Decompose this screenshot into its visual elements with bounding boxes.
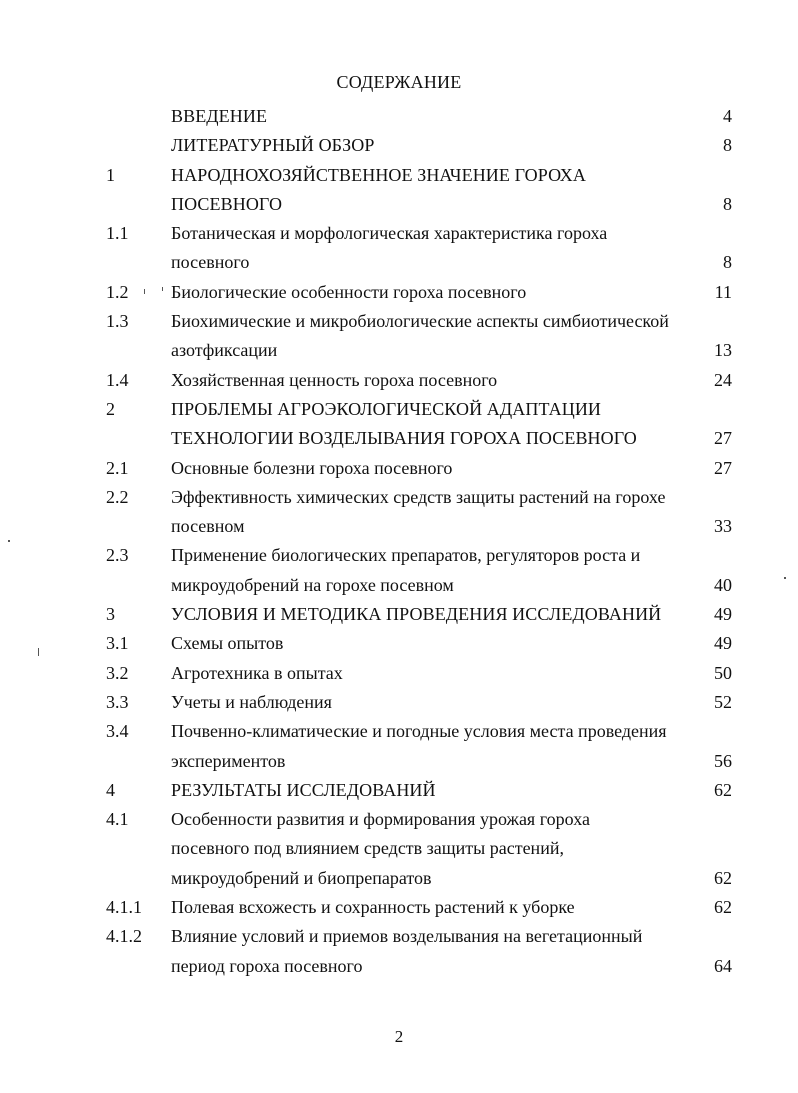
toc-line [0,219,798,248]
toc-entry-text: ТЕХНОЛОГИИ ВОЗДЕЛЫВАНИЯ ГОРОХА ПОСЕВНОГО [171,428,637,449]
toc-entry-page: 40 [714,574,732,595]
toc-line [0,278,798,307]
toc-entry-text: посевного под влиянием средств защиты растений, [171,838,564,859]
toc-entry-page: 8 [723,135,732,156]
toc-entry-number: 2 [106,398,115,419]
toc-entry-text: Учеты и наблюдения [171,691,332,712]
scan-speck [144,289,145,294]
toc-entry-page: 62 [714,779,732,800]
toc-entry-page: 52 [714,691,732,712]
toc-line [0,922,798,951]
toc-line [0,102,798,131]
table-of-contents [0,102,798,981]
toc-entry-page: 24 [714,369,732,390]
toc-line [0,336,798,365]
toc-entry-number: 1.4 [106,369,129,390]
scan-speck [784,577,786,579]
toc-entry-number: 2.2 [106,486,129,507]
toc-entry-text: ПОСЕВНОГО [171,193,283,214]
toc-line [0,776,798,805]
toc-line [0,248,798,277]
toc-entry-text: экспериментов [171,750,286,771]
toc-entry-number: 4.1 [106,809,129,830]
toc-entry-number: 3.2 [106,662,129,683]
toc-line [0,600,798,629]
toc-entry-text: микроудобрений и биопрепаратов [171,867,432,888]
toc-entry-page: 8 [723,193,732,214]
toc-entry-page: 13 [714,340,732,361]
toc-line [0,571,798,600]
toc-entry-text: Основные болезни гороха посевного [171,457,453,478]
toc-entry-text: микроудобрений на горохе посевном [171,574,454,595]
toc-entry-page: 50 [714,662,732,683]
toc-line [0,424,798,453]
toc-entry-text: Биохимические и микробиологические аспекты симбиотической [171,311,669,332]
toc-entry-text: Агротехника в опытах [171,662,343,683]
toc-entry-number: 1.3 [106,311,129,332]
toc-line [0,131,798,160]
toc-line [0,483,798,512]
toc-line [0,834,798,863]
toc-line [0,366,798,395]
toc-line [0,161,798,190]
scan-speck [38,648,39,656]
toc-entry-number: 4.1.1 [106,897,142,918]
toc-entry-number: 3 [106,604,115,625]
toc-entry-text: ЛИТЕРАТУРНЫЙ ОБЗОР [171,135,375,156]
toc-entry-text: Хозяйственная ценность гороха посевного [171,369,498,390]
toc-entry-page: 11 [714,281,732,302]
toc-entry-text: Биологические особенности гороха посевного [171,281,527,302]
toc-line [0,541,798,570]
toc-line [0,190,798,219]
toc-entry-text: НАРОДНОХОЗЯЙСТВЕННОЕ ЗНАЧЕНИЕ ГОРОХА [171,164,586,185]
toc-entry-number: 2.3 [106,545,129,566]
toc-entry-text: ПРОБЛЕМЫ АГРОЭКОЛОГИЧЕСКОЙ АДАПТАЦИИ [171,398,602,419]
toc-entry-page: 64 [714,955,732,976]
toc-entry-number: 3.3 [106,691,129,712]
toc-entry-number: 3.1 [106,633,129,654]
toc-entry-page: 49 [714,604,732,625]
toc-entry-page: 56 [714,750,732,771]
toc-entry-text: ВВЕДЕНИЕ [171,106,268,126]
toc-line [0,864,798,893]
toc-entry-text: Почвенно-климатические и погодные условия места проведения [171,721,667,742]
toc-entry-page: 4 [723,106,732,126]
toc-line [0,805,798,834]
toc-entry-number: 4 [106,779,115,800]
toc-entry-number: 2.1 [106,457,129,478]
toc-entry-page: 62 [714,867,732,888]
toc-entry-page: 27 [714,428,732,449]
toc-entry-number: 3.4 [106,721,129,742]
toc-entry-text: Особенности развития и формирования урожая гороха [171,809,590,830]
toc-line [0,952,798,981]
toc-line [0,454,798,483]
toc-line [0,629,798,658]
toc-line [0,893,798,922]
toc-entry-page: 8 [723,252,732,273]
toc-entry-page: 33 [714,516,732,537]
toc-entry-text: Влияние условий и приемов возделывания на вегетационный [171,926,643,947]
toc-line [0,659,798,688]
toc-entry-text: Ботаническая и морфологическая характеристика гороха [171,223,608,244]
toc-entry-text: Применение биологических препаратов, регуляторов роста и [171,545,641,566]
toc-entry-text: азотфиксации [171,340,278,361]
toc-entry-number: 1 [106,164,115,185]
toc-entry-page: 62 [714,897,732,918]
toc-line [0,395,798,424]
toc-line [0,512,798,541]
toc-entry-page: 49 [714,633,732,654]
toc-entry-page: 27 [714,457,732,478]
toc-title: СОДЕРЖАНИЕ [336,72,462,92]
toc-line [0,688,798,717]
page-number: 2 [394,1027,404,1046]
toc-entry-text: посевном [171,516,245,537]
toc-entry-number: 4.1.2 [106,926,142,947]
toc-entry-number: 1.2 [106,281,129,302]
toc-line [0,747,798,776]
toc-line [0,717,798,746]
toc-entry-text: РЕЗУЛЬТАТЫ ИССЛЕДОВАНИЙ [171,779,436,800]
toc-entry-text: Полевая всхожесть и сохранность растений к уборке [171,897,575,918]
toc-entry-text: период гороха посевного [171,955,363,976]
scan-speck [8,540,10,542]
toc-entry-text: посевного [171,252,250,273]
toc-line [0,307,798,336]
toc-entry-text: УСЛОВИЯ И МЕТОДИКА ПРОВЕДЕНИЯ ИССЛЕДОВАНИЙ [171,604,662,625]
toc-entry-number: 1.1 [106,223,129,244]
toc-entry-text: Эффективность химических средств защиты растений на горохе [171,486,666,507]
toc-entry-text: Схемы опытов [171,633,284,654]
scan-speck [162,287,163,291]
